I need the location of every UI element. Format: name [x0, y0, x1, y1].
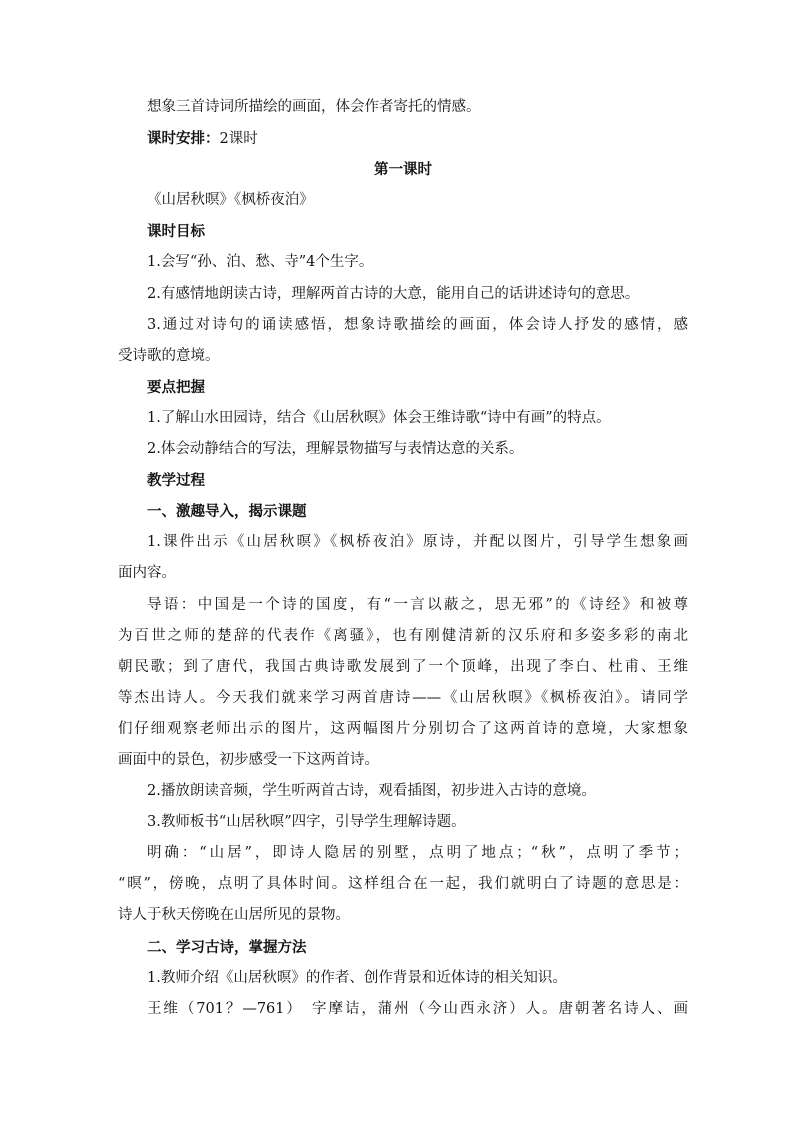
author-intro-line-1: 王维（701？—761） 字摩诘，蒲州（今山西永济）人。唐朝著名诗人、画 [147, 1000, 688, 1017]
step-2-item-1: 1.教师介绍《山居秋暝》的作者、创作背景和近体诗的相关知识。 [147, 969, 567, 986]
section-heading-key-points: 要点把握 [147, 378, 205, 396]
intro-speech-line-2: 为百世之师的楚辞的代表作《离骚》，也有刚健清新的汉乐府和多姿多彩的南北 [118, 627, 688, 644]
schedule-line [118, 123, 688, 154]
step-1-item-1-line-1: 1.课件出示《山居秋暝》《枫桥夜泊》原诗，并配以图片，引导学生想象画 [147, 534, 688, 551]
intro-speech-line-1: 导语：中国是一个诗的国度，有“一言以蔽之，思无邪”的《诗经》和被尊 [147, 596, 688, 613]
lesson-heading: 第一课时 [374, 161, 432, 179]
step-heading-1: 一、激趣导入，揭示课题 [147, 503, 307, 521]
clarify-line-3: 诗人于秋天傍晚在山居所见的景物。 [118, 907, 350, 924]
goal-item-2: 2.有感情地朗读古诗，理解两首古诗的大意，能用自己的话讲述诗句的意思。 [147, 285, 640, 302]
paragraph-intro-goal: 想象三首诗词所描绘的画面，体会作者寄托的情感。 [147, 99, 481, 115]
key-point-1: 1.了解山水田园诗，结合《山居秋暝》体会王维诗歌“诗中有画”的特点。 [147, 409, 611, 426]
schedule-value: 2课时 [219, 131, 258, 148]
schedule-label: 课时安排： [147, 130, 220, 148]
goal-item-1: 1.会写“孙、泊、愁、寺”4个生字。 [147, 254, 374, 271]
clarify-line-1: 明确：“山居”，即诗人隐居的别墅，点明了地点；“秋”，点明了季节； [147, 845, 688, 862]
intro-speech-line-6: 画面中的景色，初步感受一下这两首诗。 [118, 751, 379, 768]
intro-speech-line-4: 等杰出诗人。今天我们就来学习两首唐诗——《山居秋暝》《枫桥夜泊》。请同学 [118, 689, 688, 706]
step-1-item-2: 2.播放朗读音频，学生听两首古诗，观看插图，初步进入古诗的意境。 [147, 783, 596, 800]
key-point-2: 2.体会动静结合的写法，理解景物描写与表情达意的关系。 [147, 441, 524, 458]
goal-item-3-line-1: 3.通过对诗句的诵读感悟，想象诗歌描绘的画面，体会诗人抒发的感情，感 [147, 316, 688, 333]
document-page [118, 92, 688, 1025]
poem-titles: 《山居秋暝》《枫桥夜泊》 [147, 192, 314, 209]
step-heading-2: 二、学习古诗，掌握方法 [147, 938, 307, 956]
goal-item-3-line-2: 受诗歌的意境。 [118, 347, 220, 364]
intro-speech-line-3: 朝民歌；到了唐代，我国古典诗歌发展到了一个顶峰，出现了李白、杜甫、王维 [118, 658, 688, 675]
section-heading-process: 教学过程 [147, 472, 205, 490]
step-1-item-1-line-2: 面内容。 [118, 565, 176, 582]
step-1-item-3: 3.教师板书“山居秋暝”四字，引导学生理解诗题。 [147, 814, 466, 831]
intro-speech-line-5: 们仔细观察老师出示的图片，这两幅图片分别切合了这两首诗的意境，大家想象 [118, 720, 688, 737]
section-heading-goals: 课时目标 [147, 223, 205, 241]
clarify-line-2: “暝”，傍晚，点明了具体时间。这样组合在一起，我们就明白了诗题的意思是： [118, 876, 688, 893]
